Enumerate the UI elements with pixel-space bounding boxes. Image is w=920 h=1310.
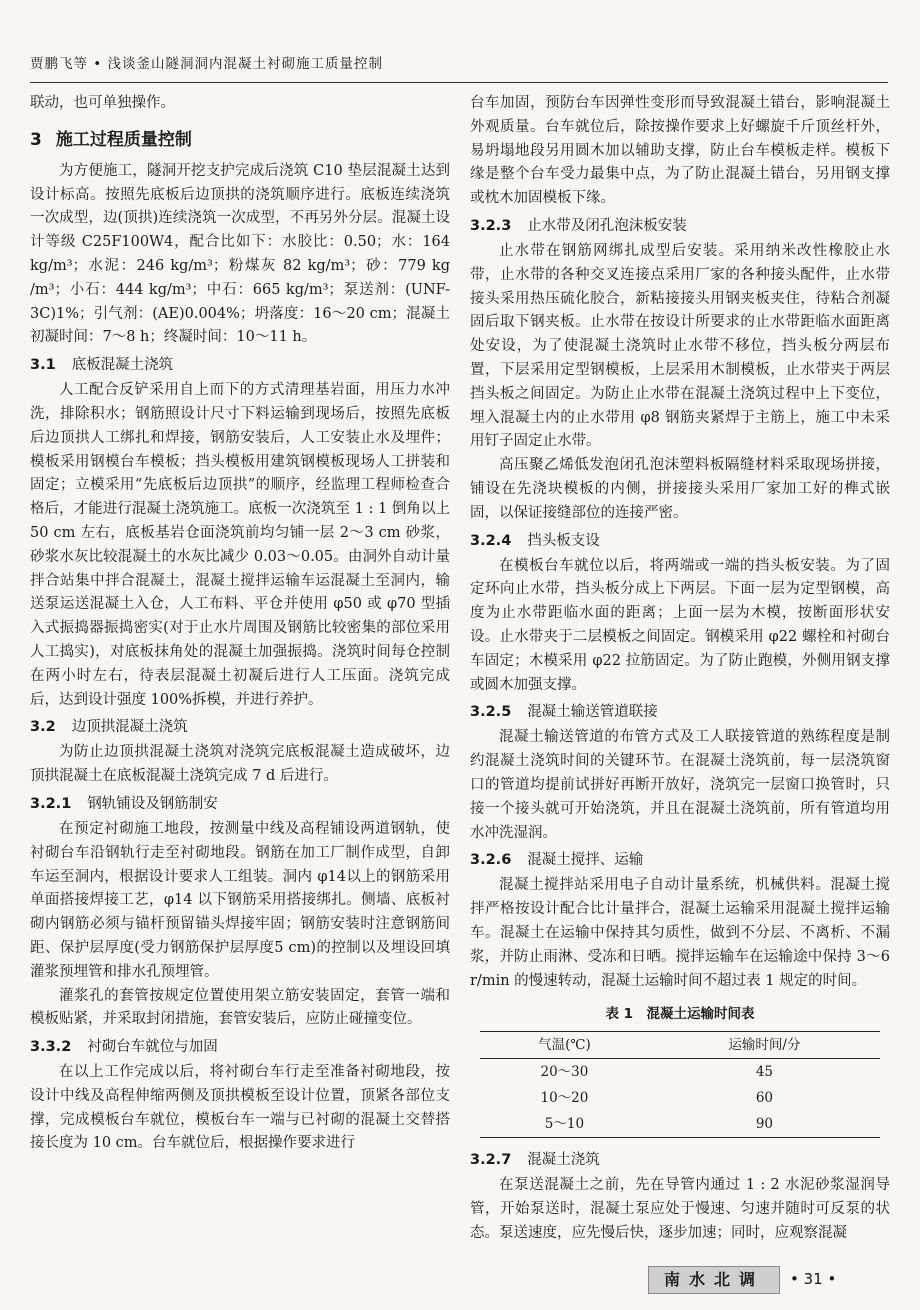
table-cell: 45: [755, 1064, 774, 1081]
section-number: 3.2.1: [30, 795, 72, 812]
table-caption: 表 1 混凝土运输时间表: [605, 1006, 755, 1023]
section-title: 边顶拱混凝土浇筑: [71, 719, 188, 736]
left-column: [30, 92, 450, 1156]
section-number: 3.2.3: [470, 217, 512, 234]
section-number: 3.2: [30, 719, 56, 736]
section-number: 3: [30, 129, 42, 150]
section-number: 3.2.4: [470, 532, 512, 549]
column-header: 运输时间/分: [728, 1037, 801, 1054]
section-3-2-1-heading: [30, 792, 450, 816]
section-title: 混凝土浇筑: [527, 1152, 600, 1169]
paragraph: 在预定衬砌施工地段，按测量中线及高程铺设两道钢轨，使衬砌台车沿钢轨行走至衬砌地段。钢筋在加工厂制作成型，自卸车运至洞内，根据设计要求人工组装。洞内 φ14以上的钢筋采用单面搭接焊接工艺，φ14 以下钢筋采用搭接绑扎。侧墙、底板衬砌内钢筋必须与锚杆预留锚头焊接牢固；钢筋安装时注意钢筋间距、保护层厚度(受力钢筋保护层厚度5 cm)的控制以及埋设回填灌浆预埋管和排水孔预埋管。: [30, 820, 450, 980]
table-cell: 5～10: [544, 1116, 585, 1133]
section-3-1-heading: [30, 353, 450, 377]
section-3-2-heading: [30, 715, 450, 739]
paragraph: 在泵送混凝土之前，先在导管内通过 1 : 2 水泥砂浆湿润导管，开始泵送时，混凝土泵应处于慢速、匀速并随时可反泵的状态。泵送速度，应先慢后快，逐步加速；同时，应观察混凝: [470, 1177, 890, 1241]
section-number: 3.2.6: [470, 852, 512, 869]
section-title: 挡头板支设: [527, 532, 600, 549]
section-3-2-6-heading: [470, 848, 890, 872]
table-row: [480, 1111, 880, 1138]
table-cell: 10～20: [540, 1090, 589, 1107]
column-header: 气温(℃): [538, 1037, 591, 1054]
transport-time-table: [480, 1031, 880, 1138]
section-title: 施工过程质量控制: [55, 129, 192, 150]
section-title: 混凝土输送管道联接: [527, 704, 658, 721]
section-title: 混凝土搅拌、运输: [527, 852, 644, 869]
running-header: 贾鹏飞等 • 浅谈釜山隧洞洞内混凝土衬砌施工质量控制: [30, 56, 384, 72]
section-3-3-2-heading: [30, 1035, 450, 1059]
section-number: 3.3.2: [30, 1039, 72, 1056]
section-3-heading: [30, 128, 450, 152]
paragraph: 在模板台车就位以后，将两端或一端的挡头板安装。为了固定环向止水带，挡头板分成上下两层。下面一层为定型钢模，高度为止水带距临水面的距离；上面一层为木模，按断面形状安设。止水带夹于二层模板之间固定。钢模采用 φ22 螺栓和衬砌台车固定；木模采用 φ22 拉筋固定。为了防止跑模，外侧用钢支撑或圆木加强支撑。: [470, 557, 890, 693]
section-number: 3.1: [30, 357, 56, 374]
section-3-2-7-heading: [470, 1148, 890, 1172]
paragraph: 在以上工作完成以后，将衬砌台车行走至准备衬砌地段，按设计中线及高程伸缩两侧及顶拱模板至设计位置，顶紧各部位支撑，完成模板台车就位，模板台车一端与已衬砌的混凝土交替搭接长度为 10 cm。台车就位后，根据操作要求进行: [30, 1064, 450, 1152]
paragraph: 混凝土输送管道的布管方式及工人联接管道的熟练程度是制约混凝土浇筑时间的关键环节。在混凝土浇筑前，每一层浇筑窗口的管道均提前试拼好再断开放好，浇筑完一层窗口换管时，只接一个接头就可开始浇筑，并且在混凝土浇筑前，所有管道均用水冲洗湿润。: [470, 729, 890, 841]
table-cell: 90: [755, 1116, 774, 1133]
paragraph: 高压聚乙烯低发泡闭孔泡沫塑料板隔缝材料采取现场拼接，铺设在先浇块模板的内侧，拼接接头采用厂家加工好的榫式嵌固，以保证接缝部位的连接严密。: [470, 457, 890, 521]
paragraph-continued: 台车加固，预防台车因弹性变形而导致混凝土错台，影响混凝土外观质量。台车就位后，除按操作要求上好螺旋千斤顶丝杆外，易坍塌地段另用圆木加以辅助支撑，防止台车模板走样。模板下缘是整个台车受力最集中点，为了防止混凝土错台，另用钢支撑或枕木加固模板下缘。: [470, 95, 890, 207]
section-number: 3.2.5: [470, 704, 512, 721]
table-cell: 60: [755, 1090, 774, 1107]
section-3-2-5-heading: [470, 700, 890, 724]
table-row: [480, 1059, 880, 1086]
section-title: 钢轨铺设及钢筋制安: [87, 795, 218, 812]
section-title: 衬砌台车就位与加固: [87, 1039, 218, 1056]
section-3-2-3-heading: [470, 214, 890, 238]
section-title: 底板混凝土浇筑: [71, 357, 174, 374]
journal-logo: 南水北调: [648, 1266, 780, 1294]
section-number: 3.2.7: [470, 1152, 512, 1169]
page-number: • 31 •: [790, 1270, 837, 1288]
section-3-2-4-heading: [470, 529, 890, 553]
paragraph-continued: 联动，也可单独操作。: [30, 95, 175, 111]
table-row: [480, 1085, 880, 1111]
section-title: 止水带及闭孔泡沫板安装: [527, 217, 687, 234]
paragraph: 为方便施工，隧洞开挖支护完成后浇筑 C10 垫层混凝土达到设计标高。按照先底板后边顶拱的浇筑顺序进行。底板连续浇筑一次成型，边(顶拱)连续浇筑一次成型，不再另外分层。混凝土设计等级 C25F100W4，配合比如下：水胶比：0.50；水：164 kg/m³；水泥：246 kg/m³；粉煤灰 82 kg/m³；砂：779 kg /m³；小石：444 kg/m³；中石：665 kg/m³；泵送剂：(UNF-3C)1%；引气剂：(AE)0.004%；坍落度：16～20 cm；混凝土初凝时间：7～8 h；终凝时间：10～11 h。: [30, 162, 450, 346]
paragraph: 为防止边顶拱混凝土浇筑对浇筑完底板混凝土造成破坏，边顶拱混凝土在底板混凝土浇筑完成 7 d 后进行。: [30, 744, 450, 785]
paragraph: 混凝土搅拌站采用电子自动计量系统，机械供料。混凝土搅拌严格按设计配合比计量拌合，混凝土运输采用混凝土搅拌运输车。混凝土在运输中保持其匀质性，做到不分层、不离析、不漏浆，并防止雨淋、受冻和日晒。搅拌运输车在运输途中保持 3～6 r/min 的慢速转动，混凝土运输时间不超过表 1 规定的时间。: [470, 877, 890, 989]
paragraph: 人工配合反铲采用自上而下的方式清理基岩面，用压力水冲洗，排除积水；钢筋照设计尺寸下料运输到现场后，按照先底板后边顶拱人工绑扎和焊接，钢筋安装后，人工安装止水及埋件；模板采用钢模台车模板；挡头模板用建筑钢模板现场人工拼装和固定；立模采用“先底板后边顶拱”的顺序，经监理工程师检查合格后，才能进行混凝土浇筑施工。底板一次浇筑至 1 : 1 倒角以上 50 cm 左右，底板基岩仓面浇筑前均匀铺一层 2～3 cm 砂浆，砂浆水灰比较混凝土的水灰比减少 0.03～0.05。由洞外自动计量拌合站集中拌合混凝土，混凝土搅拌运输车运混凝土至洞内，输送泵运送混凝土入仓，人工布料、平仓并使用 φ50 或 φ70 型插入式振捣器振捣密实(对于止水片周围及钢筋比较密集的部位采用人工捣实)，对底板抹角处的混凝土加强振捣。浇筑时间每仓控制在两小时左右，待表层混凝土初凝后进行人工压面。浇筑完成后，达到设计强度 100%拆模，并进行养护。: [30, 382, 450, 708]
paragraph: 止水带在钢筋网绑扎成型后安装。采用纳米改性橡胶止水带，止水带的各种交叉连接点采用厂家的各种接头配件，止水带接头采用热压硫化胶合，新粘接接头用钢夹板夹住，待粘合剂凝固后取下钢夹板。止水带在按设计所要求的止水带距临水面距离处安设，为了使混凝土浇筑时止水带不移位，挡头板分两层布置，下层采用定型钢模板，上层采用木制模板，止水带夹于两层挡头板之间固定。为防止止水带在混凝土浇筑过程中上下变位，埋入混凝土内的止水带用 φ8 钢筋夹紧焊于主筋上，施工中未采用钉子固定止水带。: [470, 242, 890, 450]
header-rule: [30, 82, 888, 83]
table-header-row: [480, 1032, 880, 1059]
table-cell: 20～30: [540, 1064, 589, 1081]
right-column: [470, 92, 890, 1245]
paragraph: 灌浆孔的套管按规定位置使用架立筋安装固定，套管一端和模板贴紧，并采取封闭措施，套管安装后，应防止碰撞变位。: [30, 987, 450, 1028]
